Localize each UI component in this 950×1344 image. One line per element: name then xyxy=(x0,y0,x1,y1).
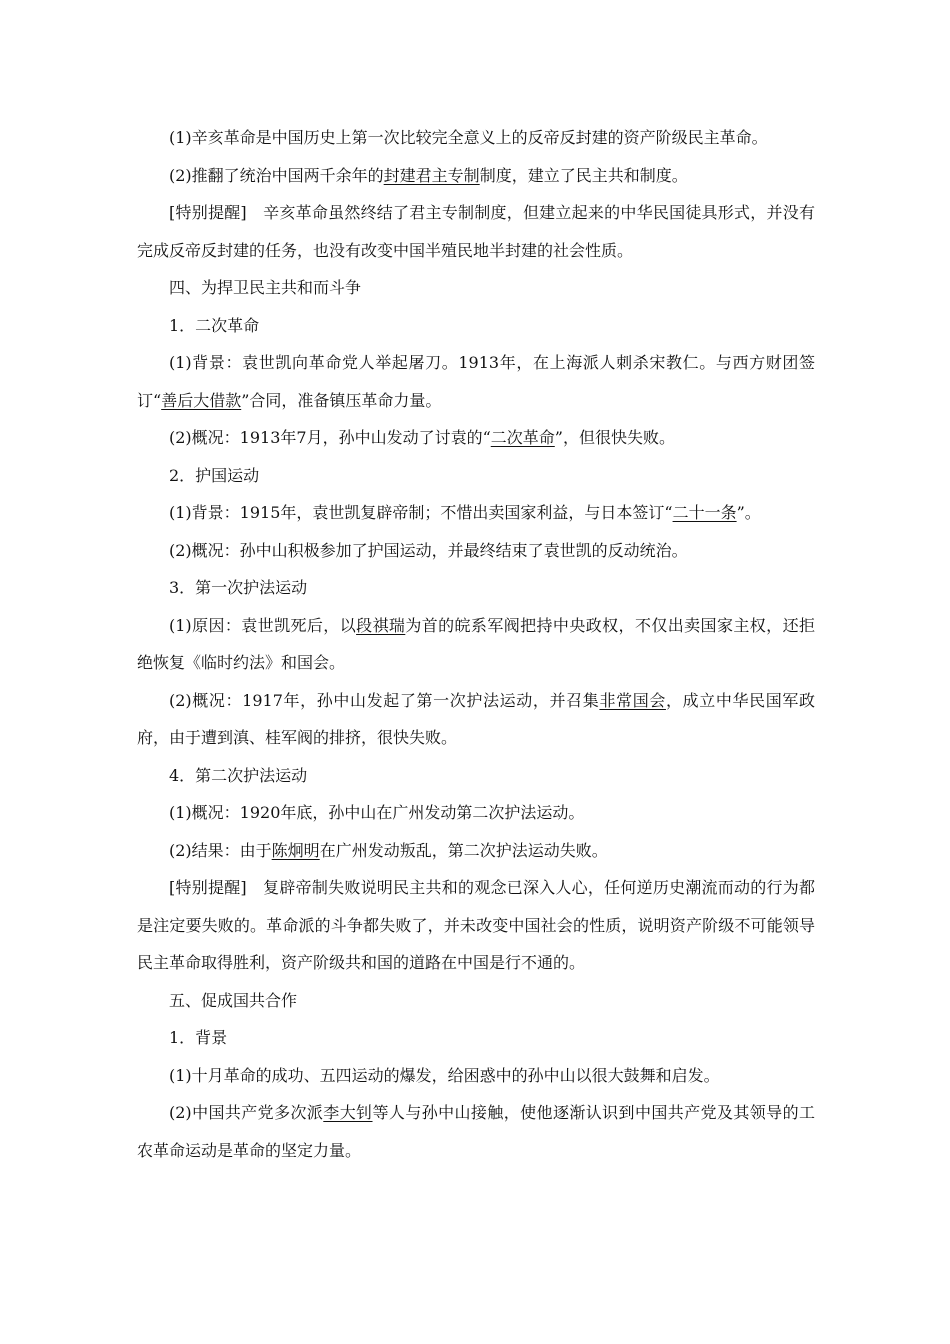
paragraph-text: (1)背景：1915年，袁世凯复辟帝制；不惜出卖国家利益，与日本签订“ xyxy=(169,503,673,522)
paragraph-text: (1)原因：袁世凯死后，以 xyxy=(169,615,357,635)
paragraph-text: (2)概况：孙中山积极参加了护国运动，并最终结束了袁世凯的反动统治。 xyxy=(169,540,688,560)
paragraph xyxy=(137,269,815,307)
paragraph xyxy=(137,194,815,269)
paragraph xyxy=(137,1057,815,1095)
underlined-term: 二十一条 xyxy=(672,503,737,522)
paragraph xyxy=(137,494,815,532)
paragraph xyxy=(137,157,815,195)
paragraph xyxy=(137,119,815,157)
paragraph-text: 3．第一次护法运动 xyxy=(169,578,308,597)
paragraph xyxy=(137,344,815,419)
paragraph xyxy=(137,757,815,795)
paragraph-text: ”。 xyxy=(736,503,761,522)
paragraph-text: 2．护国运动 xyxy=(169,465,260,485)
paragraph xyxy=(137,869,815,982)
paragraph xyxy=(137,532,815,570)
paragraph-text: 在广州发动叛乱，第二次护法运动失败。 xyxy=(319,840,608,860)
paragraph-text: (2)结果：由于 xyxy=(169,840,272,860)
underlined-term: 李大钊 xyxy=(323,1103,373,1122)
paragraph xyxy=(137,982,815,1020)
paragraph-text: ”，但很快失败。 xyxy=(554,428,675,447)
paragraph xyxy=(137,607,815,682)
paragraph-text: (2)中国共产党多次派 xyxy=(169,1103,324,1122)
paragraph-text: [特别提醒] 辛亥革命虽然终结了君主专制制度，但建立起来的中华民国徒具形式，并没有完成反帝反封建的任务，也没有改变中国半殖民地半封建的社会性质。 xyxy=(137,203,815,260)
paragraph-text: 为首的皖系军阀把持中央政权，不仅出卖国家主权，还拒绝恢复《临时约法》和国会。 xyxy=(137,615,815,672)
paragraph xyxy=(137,832,815,870)
underlined-term: 二次革命 xyxy=(490,428,555,447)
document-body xyxy=(137,119,815,1169)
paragraph xyxy=(137,457,815,495)
paragraph-text: (2)推翻了统治中国两千余年的 xyxy=(169,165,384,185)
paragraph-text: 1．二次革命 xyxy=(169,315,260,335)
paragraph xyxy=(137,682,815,757)
underlined-term: 封建君主专制 xyxy=(383,165,480,185)
paragraph-text: 五、促成国共合作 xyxy=(169,990,298,1010)
paragraph-text: 等人与孙中山接触，使他逐渐认识到中国共产党及其领导的工农革命运动是革命的坚定力量。 xyxy=(137,1103,815,1160)
paragraph-text: (2)概况：1913年7月，孙中山发动了讨袁的“ xyxy=(169,428,491,447)
paragraph-text: 4．第二次护法运动 xyxy=(169,765,308,785)
paragraph-text: (1)辛亥革命是中国历史上第一次比较完全意义上的反帝反封建的资产阶级民主革命。 xyxy=(169,128,768,147)
paragraph-text: (1)概况：1920年底，孙中山在广州发动第二次护法运动。 xyxy=(169,803,585,822)
underlined-term: 善后大借款 xyxy=(161,390,242,410)
paragraph-text: 四、为捍卫民主共和而斗争 xyxy=(169,278,362,297)
paragraph xyxy=(137,419,815,457)
paragraph-text: ，成立中华民国军政府，由于遭到滇、桂军阀的排挤，很快失败。 xyxy=(137,690,815,747)
paragraph xyxy=(137,307,815,345)
paragraph-text: (1)十月革命的成功、五四运动的爆发，给困惑中的孙中山以很大鼓舞和启发。 xyxy=(169,1065,720,1085)
paragraph-text: ”合同，准备镇压革命力量。 xyxy=(241,390,442,410)
paragraph xyxy=(137,1094,815,1169)
paragraph xyxy=(137,1019,815,1057)
paragraph xyxy=(137,794,815,832)
paragraph-text: [特别提醒] 复辟帝制失败说明民主共和的观念已深入人心，任何逆历史潮流而动的行为都是注定要失败的。革命派的斗争都失败了，并未改变中国社会的性质，说明资产阶级不可能领导民主革命取得胜利，资产阶级共和国的道路在中国是行不通的。 xyxy=(137,878,815,972)
paragraph-text: (2)概况：1917年，孙中山发起了第一次护法运动，并召集 xyxy=(169,690,600,710)
paragraph-text: 制度，建立了民主共和制度。 xyxy=(479,165,688,185)
underlined-term: 陈炯明 xyxy=(271,840,320,860)
underlined-term: 非常国会 xyxy=(599,690,666,710)
paragraph-text: (1)背景：袁世凯向革命党人举起屠刀。1913年，在上海派人刺杀宋教仁。与西方财团签订“ xyxy=(137,353,815,410)
underlined-term: 段祺瑞 xyxy=(356,615,406,635)
paragraph xyxy=(137,569,815,607)
paragraph-text: 1．背景 xyxy=(169,1028,228,1047)
